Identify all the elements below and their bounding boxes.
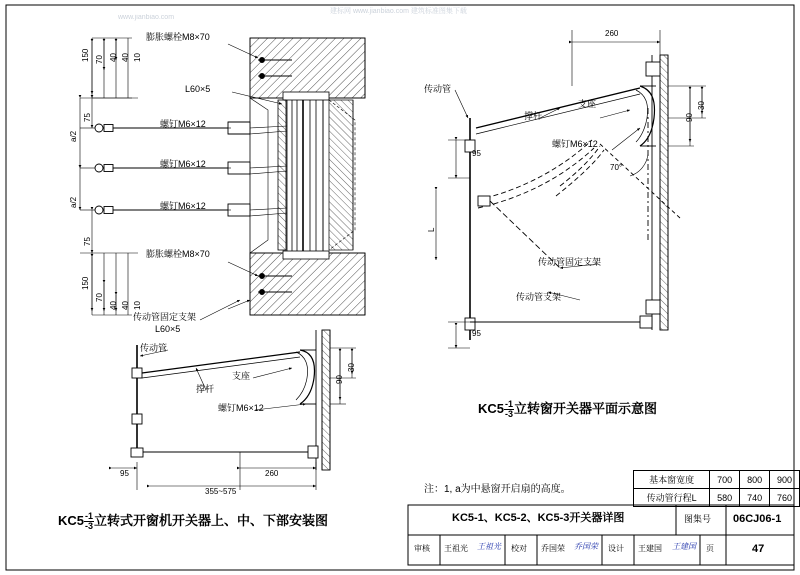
spec-cell: 700 (710, 471, 740, 489)
watermark-top: 建标网 www.jianbiao.com 建筑标准图集下载 (330, 8, 467, 15)
note-text: 注：1, a为中悬窗开启扇的高度。 (424, 484, 571, 495)
label-screw-bl: 螺钉M6×12 (218, 403, 264, 413)
check-name: 乔国荣 (541, 544, 565, 553)
dim-10-bottom: 10 (133, 301, 142, 310)
label-expansion-bolt-bottom: 膨胀螺栓M8×70 (146, 249, 210, 259)
design-signature: 王建国 (672, 542, 696, 551)
label-expansion-bolt-top: 膨胀螺栓M8×70 (146, 32, 210, 42)
label-angle-top: L60×5 (185, 84, 211, 94)
dim-10-top: 10 (133, 53, 142, 62)
spec-cell: 760 (770, 489, 800, 507)
label-strut-bl: 撑杆 (196, 384, 215, 394)
dim-30-bl: 30 (347, 363, 356, 372)
dim-70-bottom: 70 (95, 293, 104, 302)
dim-90-bl: 90 (335, 375, 344, 384)
spec-cell: 740 (740, 489, 770, 507)
dim-a-over-2-top: a/2 (69, 130, 78, 142)
spec-cell: 800 (740, 471, 770, 489)
dim-150-top: 150 (81, 48, 90, 62)
dim-40-top: 40 (109, 53, 118, 62)
label-support-right: 支座 (578, 99, 597, 109)
dim-95-bl: 95 (120, 469, 129, 478)
page-number: 47 (752, 543, 765, 555)
table-row (634, 471, 800, 489)
bottom-left-view-title: KC5 $\frac{-1}{-3}$ 立转式开窗机开关器上、中、下部安装图 (58, 511, 329, 531)
review-signature: 王祖光 (477, 542, 501, 551)
review-name: 王祖光 (444, 544, 468, 553)
dim-70-top: 70 (95, 55, 104, 64)
dim-75-bottom: 75 (83, 237, 92, 246)
dim-260-bl: 260 (265, 469, 279, 478)
check-signature: 乔国荣 (574, 542, 598, 551)
review-label: 审核 (414, 544, 430, 553)
dim-95-right-bottom: 95 (472, 329, 481, 338)
label-support-bl: 支座 (232, 371, 251, 381)
design-name: 王建国 (638, 544, 662, 553)
right-view-title: KC5 $\frac{-1}{-3}$ 立转窗开关器平面示意图 (478, 399, 658, 419)
label-drive-tube-bracket-right: 传动管支架 (516, 292, 562, 302)
atlas-number: 06CJ06-1 (733, 513, 782, 525)
atlas-label: 图集号 (684, 514, 712, 524)
label-screw-1: 螺钉M6×12 (160, 119, 206, 129)
dim-30-right: 30 (697, 101, 706, 110)
dim-90-right: 90 (685, 113, 694, 122)
label-angle-70: 70° (610, 163, 623, 172)
dim-75-top: 75 (83, 113, 92, 122)
label-angle-bottom: L60×5 (155, 324, 181, 334)
label-drive-tube-right: 传动管 (424, 84, 452, 94)
dim-40b-bottom: 40 (121, 301, 130, 310)
dim-40b-top: 40 (121, 53, 130, 62)
spec-cell: 900 (770, 471, 800, 489)
dim-40-bottom: 40 (109, 301, 118, 310)
label-drive-tube-bracket-top: 传动管固定支架 (133, 312, 197, 322)
watermark-secondary: www.jianbiao.com (118, 14, 175, 21)
spec-cell: 580 (710, 489, 740, 507)
spec-table (633, 470, 800, 507)
check-label: 校对 (511, 544, 527, 553)
dim-95-right-top: 95 (472, 149, 481, 158)
label-drive-tube-fixed-bracket: 传动管固定支架 (538, 257, 602, 267)
dim-range-bl: 355~575 (205, 487, 237, 496)
spec-row-label: 基本窗宽度 (634, 471, 710, 489)
label-screw-2: 螺钉M6×12 (160, 159, 206, 169)
design-label: 设计 (608, 544, 624, 553)
label-drive-tube-bl: 传动管 (140, 343, 168, 353)
dim-a-over-2-bottom: a/2 (69, 196, 78, 208)
table-row (634, 489, 800, 507)
label-screw-right: 螺钉M6×12 (552, 139, 598, 149)
dim-260-right: 260 (605, 29, 619, 38)
dim-150-bottom: 150 (81, 276, 90, 290)
spec-row-label: 传动管行程L (634, 489, 710, 507)
axis-label-L: L (427, 227, 436, 232)
page-label: 页 (706, 544, 714, 553)
label-strut-right: 撑杆 (524, 111, 543, 121)
label-screw-3: 螺钉M6×12 (160, 201, 206, 211)
drawing-name: KC5-1、KC5-2、KC5-3开关器详图 (452, 512, 625, 524)
